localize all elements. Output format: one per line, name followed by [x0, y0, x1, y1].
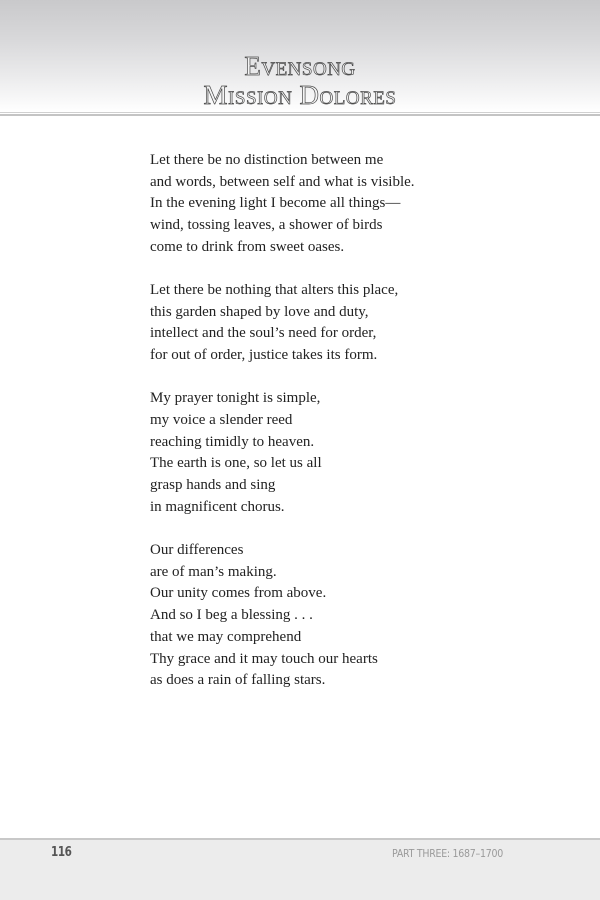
header-rule: [0, 112, 600, 116]
poem-line: Our differences: [150, 542, 244, 559]
poem-title-line-2: Mission Dolores: [203, 80, 397, 110]
poem-line: intellect and the soul’s need for order,: [150, 325, 377, 342]
poem-line: in magnificent chorus.: [150, 498, 285, 515]
poem-line: In the evening light I become all things—: [150, 195, 401, 212]
poem-line: my voice a slender reed: [150, 412, 293, 429]
poem-line: that we may comprehend: [150, 628, 302, 645]
poem-line: The earth is one, so let us all: [150, 455, 322, 472]
poem-title: [0, 52, 600, 110]
poem-line: come to drink from sweet oases.: [150, 238, 345, 255]
poem-line: Thy grace and it may touch our hearts: [150, 650, 378, 667]
page-footer: [0, 838, 600, 900]
poem-line: for out of order, justice takes its form.: [150, 347, 378, 364]
poem-line: reaching timidly to heaven.: [150, 433, 315, 450]
poem-line: Our unity comes from above.: [150, 585, 327, 602]
stanza: [150, 540, 470, 692]
poem-line: And so I beg a blessing . . .: [150, 607, 313, 624]
poem-line: grasp hands and sing: [150, 477, 276, 494]
poem-line: as does a rain of falling stars.: [150, 672, 326, 689]
poem-body: [150, 150, 470, 713]
stanza: [150, 280, 470, 367]
stanza: [150, 388, 470, 518]
poem-line: are of man’s making.: [150, 563, 277, 580]
poem-line: My prayer tonight is simple,: [150, 390, 321, 407]
running-head: PART THREE: 1687–1700: [392, 848, 503, 860]
poem-line: and words, between self and what is visible.: [150, 173, 415, 190]
page-number: 116: [51, 845, 72, 860]
poem-line: Let there be nothing that alters this place,: [150, 282, 399, 299]
poem-line: wind, tossing leaves, a shower of birds: [150, 217, 383, 234]
poem-title-line-1: Evensong: [244, 51, 356, 81]
poem-line: this garden shaped by love and duty,: [150, 303, 369, 320]
poem-line: Let there be no distinction between me: [150, 152, 384, 168]
stanza: [150, 150, 470, 259]
